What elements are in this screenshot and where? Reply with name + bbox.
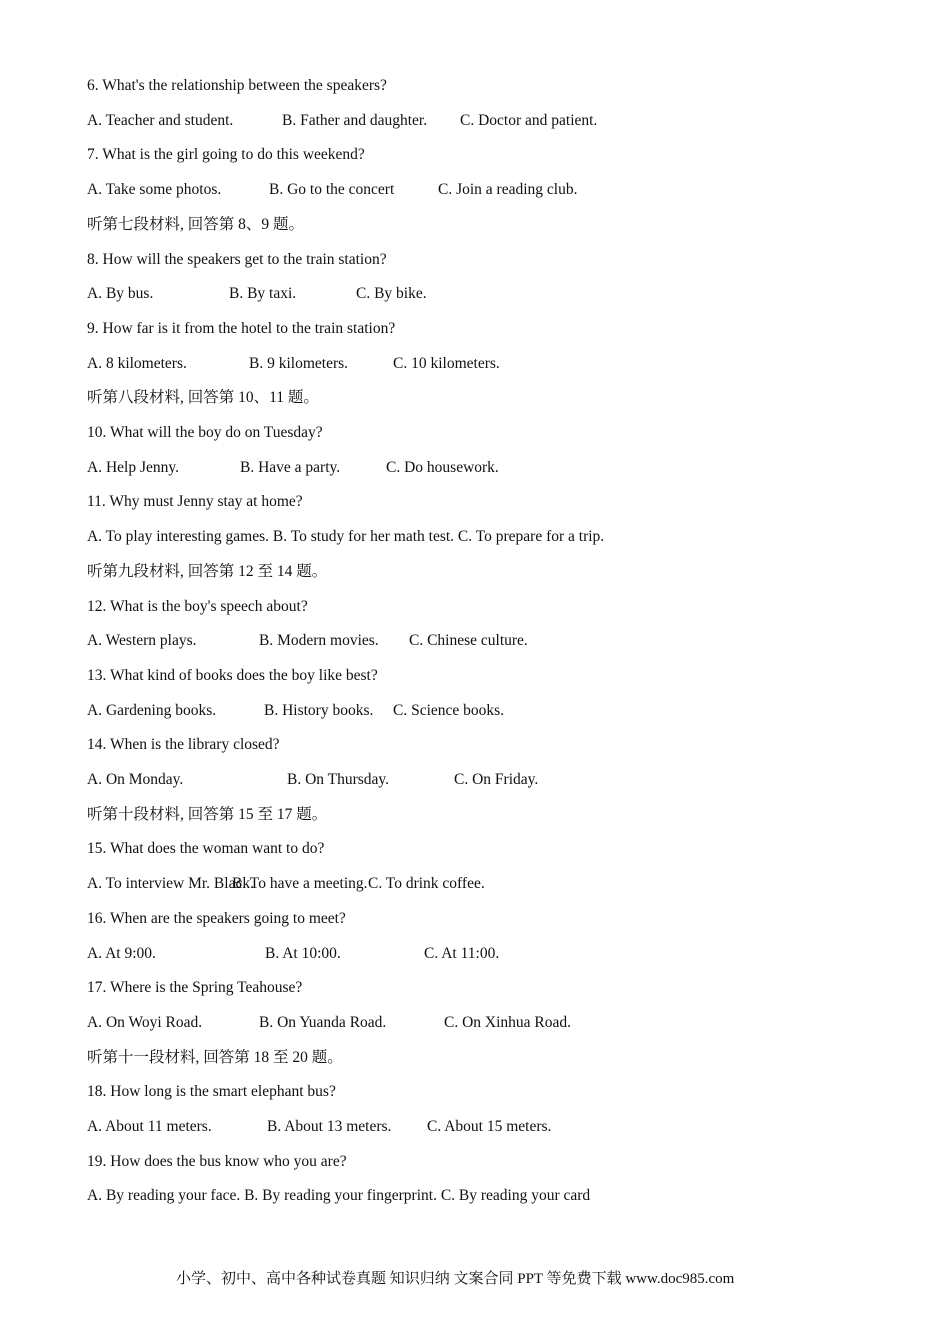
option-a: A. At 9:00. — [87, 945, 156, 962]
question-text: 17. Where is the Spring Teahouse? — [87, 979, 303, 996]
question-text: 18. How long is the smart elephant bus? — [87, 1083, 336, 1100]
question-text: 6. What's the relationship between the speakers? — [87, 77, 387, 94]
question-text: 7. What is the girl going to do this weekend? — [87, 146, 365, 163]
option-b: B. On Yuanda Road. — [259, 1014, 387, 1031]
option-b: B. At 10:00. — [265, 945, 341, 962]
option-b: B. To have a meeting. — [232, 875, 368, 892]
option-a: A. Take some photos. — [87, 181, 222, 198]
option-a: A. On Monday. — [87, 771, 184, 788]
option-c: C. Doctor and patient. — [460, 112, 598, 129]
option-a: A. To interview Mr. Black. — [87, 875, 254, 892]
option-a: A. On Woyi Road. — [87, 1014, 203, 1031]
question-text: 13. What kind of books does the boy like best? — [87, 667, 378, 684]
option-a: A. 8 kilometers. — [87, 355, 187, 372]
option-b: B. Father and daughter. — [282, 112, 428, 129]
option-a: A. Western plays. — [87, 632, 197, 649]
section-heading: 听第九段材料, 回答第 12 至 14 题。 — [87, 563, 328, 580]
section-heading: 听第八段材料, 回答第 10、11 题。 — [87, 389, 319, 406]
question-text: 16. When are the speakers going to meet? — [87, 910, 346, 927]
option-c: C. 10 kilometers. — [393, 355, 500, 372]
section-heading: 听第十一段材料, 回答第 18 至 20 题。 — [87, 1049, 343, 1066]
option-b: B. By taxi. — [229, 285, 297, 302]
option-c: C. To drink coffee. — [368, 875, 485, 892]
option-b: B. Go to the concert — [269, 181, 395, 198]
question-text: 8. How will the speakers get to the train station? — [87, 251, 387, 268]
option-a: A. Help Jenny. — [87, 459, 179, 476]
question-text: 10. What will the boy do on Tuesday? — [87, 424, 323, 441]
option-c: C. At 11:00. — [424, 945, 500, 962]
option-b: B. 9 kilometers. — [249, 355, 349, 372]
option-a: A. By bus. — [87, 285, 154, 302]
option-b: B. On Thursday. — [287, 771, 390, 788]
question-text: 11. Why must Jenny stay at home? — [87, 493, 303, 510]
option-b: B. About 13 meters. — [267, 1118, 392, 1135]
option-c: C. Do housework. — [386, 459, 499, 476]
question-text: 9. How far is it from the hotel to the train station? — [87, 320, 396, 337]
option-c: C. Join a reading club. — [438, 181, 578, 198]
option-c: C. Science books. — [393, 702, 505, 719]
option-c: C. On Friday. — [454, 771, 539, 788]
option-b: B. Have a party. — [240, 459, 341, 476]
question-text: 12. What is the boy's speech about? — [87, 598, 308, 615]
question-text: 15. What does the woman want to do? — [87, 840, 325, 857]
page-footer: 小学、初中、高中各种试卷真题 知识归纳 文案合同 PPT 等免费下载 www.doc985.com — [176, 1271, 735, 1287]
question-text: A. By reading your face. B. By reading your fingerprint. C. By reading your card — [87, 1187, 591, 1204]
option-b: B. Modern movies. — [259, 632, 379, 649]
question-text: 19. How does the bus know who you are? — [87, 1153, 347, 1170]
option-c: C. About 15 meters. — [427, 1118, 552, 1135]
option-a: A. Gardening books. — [87, 702, 217, 719]
question-text: A. To play interesting games. B. To study for her math test. C. To prepare for a trip. — [87, 528, 605, 545]
option-c: C. Chinese culture. — [409, 632, 528, 649]
option-b: B. History books. — [264, 702, 374, 719]
option-c: C. On Xinhua Road. — [444, 1014, 572, 1031]
section-heading: 听第七段材料, 回答第 8、9 题。 — [87, 216, 305, 233]
option-a: A. Teacher and student. — [87, 112, 234, 129]
option-c: C. By bike. — [356, 285, 427, 302]
option-a: A. About 11 meters. — [87, 1118, 212, 1135]
section-heading: 听第十段材料, 回答第 15 至 17 题。 — [87, 806, 328, 823]
question-text: 14. When is the library closed? — [87, 736, 280, 753]
